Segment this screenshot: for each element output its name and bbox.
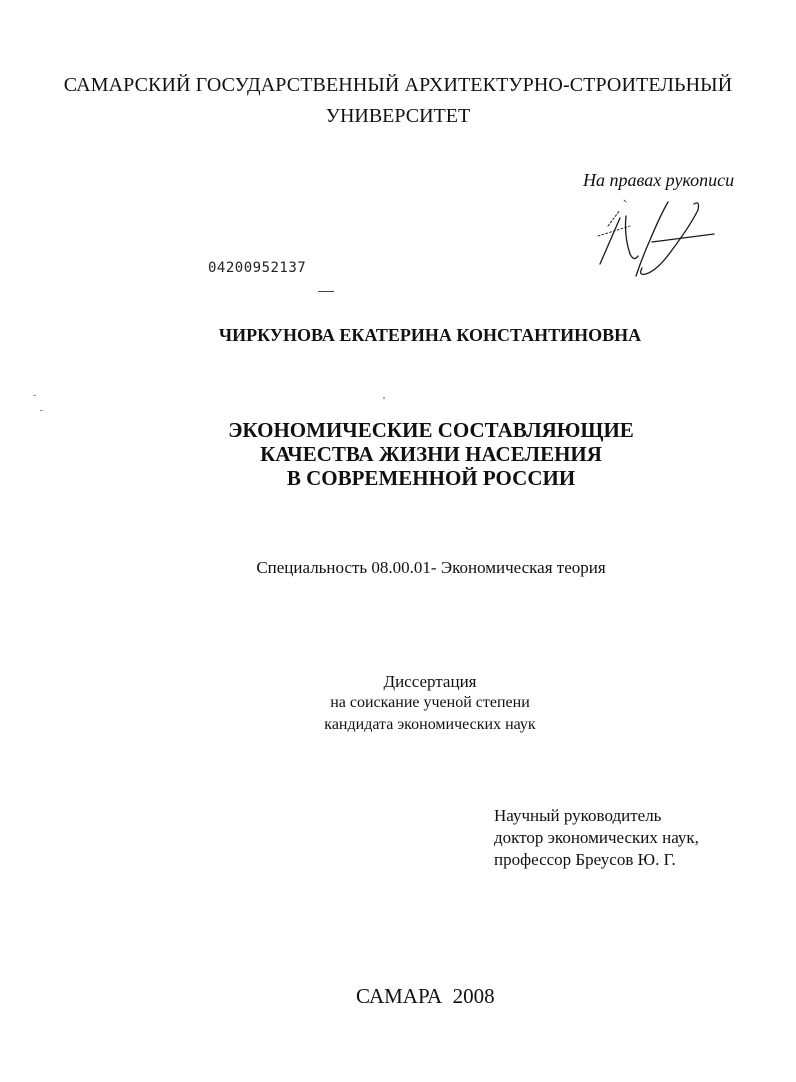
handwritten-signature xyxy=(590,196,720,281)
author-name: ЧИРКУНОВА ЕКАТЕРИНА КОНСТАНТИНОВНА xyxy=(218,325,642,345)
dissertation-title-line1: ЭКОНОМИЧЕСКИЕ СОСТАВЛЯЮЩИЕ xyxy=(228,418,634,442)
dissertation-title-line2: КАЧЕСТВА ЖИЗНИ НАСЕЛЕНИЯ xyxy=(260,442,602,466)
manuscript-note: На правах рукописи xyxy=(583,170,735,190)
advisor-role: Научный руководитель xyxy=(494,806,662,825)
university-name-line1: САМАРСКИЙ ГОСУДАРСТВЕННЫЙ АРХИТЕКТУРНО-СТРОИТЕЛЬНЫЙ xyxy=(63,74,733,96)
advisor-name: профессор Бреусов Ю. Г. xyxy=(494,850,676,869)
scan-speck xyxy=(40,410,43,411)
city-year: САМАРА 2008 xyxy=(356,984,495,1008)
advisor-degree: доктор экономических наук, xyxy=(494,828,699,847)
archive-number: 04200952137 xyxy=(208,260,307,276)
dissertation-type: Диссертация xyxy=(383,672,477,691)
scan-speck xyxy=(383,397,385,399)
speciality: Специальность 08.00.01- Экономическая теория xyxy=(256,558,606,577)
stamp-dash xyxy=(318,291,334,292)
university-name-line2: УНИВЕРСИТЕТ xyxy=(325,105,471,127)
degree-name: кандидата экономических наук xyxy=(324,716,536,733)
scan-speck xyxy=(33,395,36,396)
degree-purpose: на соискание ученой степени xyxy=(330,694,530,711)
dissertation-title-line3: В СОВРЕМЕННОЙ РОССИИ xyxy=(286,466,576,490)
